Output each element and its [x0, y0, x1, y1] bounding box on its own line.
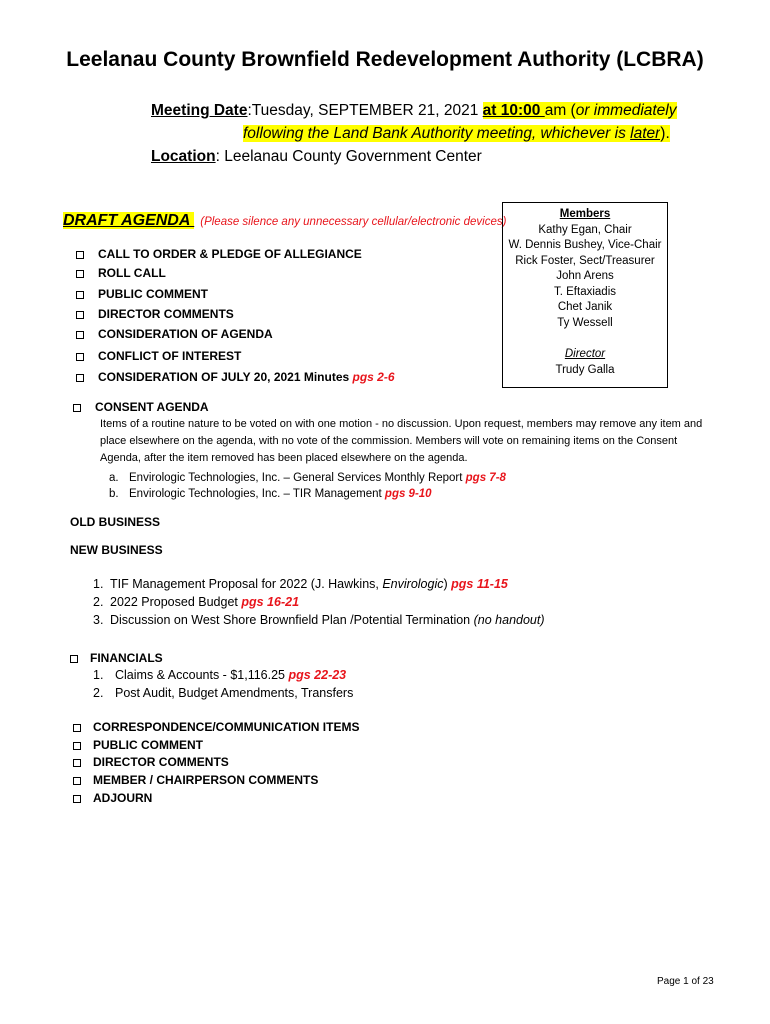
page-reference: pgs 16-21: [241, 595, 300, 609]
item-text: ): [443, 577, 452, 591]
consent-description: Items of a routine nature to be voted on with one motion - no discussion. Upon request, members may remove any item and place elsewhere on the agenda, with no vote of the commission. Members will vote on remaining items on the Consent Agenda, after the item removed has been placed elsewhere on the agenda.: [100, 418, 703, 464]
meeting-date-value: :Tuesday, SEPTEMBER 21, 2021: [247, 102, 483, 119]
agenda-item-label: CONSIDERATION OF JULY 20, 2021 Minutes: [98, 370, 353, 384]
item-text-italic: (no handout): [473, 613, 545, 627]
checkbox-icon: [76, 251, 84, 259]
financials-heading: [70, 651, 163, 665]
checkbox-icon: [70, 655, 78, 663]
member-name: T. Eftaxiadis: [554, 285, 616, 298]
location-label: Location: [151, 148, 216, 165]
checkbox-icon: [76, 311, 84, 319]
members-box: [502, 202, 668, 388]
director-heading: Director: [564, 348, 606, 360]
checkbox-icon: [76, 374, 84, 382]
document-title: Leelanau County Brownfield Redevelopment Authority (LCBRA): [66, 48, 704, 71]
item-text: Discussion on West Shore Brownfield Plan /Potential Termination: [110, 613, 474, 627]
agenda-item: [73, 738, 203, 752]
checkbox-icon: [76, 291, 84, 299]
meeting-time: at 10:00: [482, 102, 545, 119]
item-text: 2022 Proposed Budget: [110, 595, 242, 609]
draft-agenda-note: (Please silence any unnecessary cellular/electronic devices): [200, 216, 507, 228]
agenda-item-label: DIRECTOR COMMENTS: [93, 755, 229, 769]
agenda-item-label: MEMBER / CHAIRPERSON COMMENTS: [93, 773, 319, 787]
member-name: Kathy Egan, Chair: [538, 223, 632, 236]
old-business-heading: OLD BUSINESS: [70, 515, 161, 529]
checkbox-icon: [73, 759, 81, 767]
list-marker: b.: [109, 488, 119, 500]
agenda-item: [76, 349, 241, 363]
financials-item: [93, 686, 353, 700]
page-reference: pgs 9-10: [384, 488, 432, 500]
checkbox-icon: [76, 331, 84, 339]
meeting-am: am (: [544, 102, 576, 119]
director-name: Trudy Galla: [555, 363, 615, 376]
location-value: : Leelanau County Government Center: [215, 148, 482, 165]
meeting-or-immediately: or immediately: [575, 102, 677, 119]
agenda-item-label: ADJOURN: [93, 791, 153, 805]
consent-item: [109, 488, 432, 500]
members-heading: Members: [559, 208, 611, 220]
member-name: Rick Foster, Sect/Treasurer: [515, 254, 655, 267]
checkbox-icon: [76, 353, 84, 361]
item-text: TIF Management Proposal for 2022 (J. Hawkins,: [110, 577, 383, 591]
list-marker: 3.: [93, 613, 104, 627]
agenda-item: [76, 247, 362, 261]
page-reference: pgs 2-6: [352, 370, 395, 384]
meeting-date-line: [151, 102, 677, 120]
agenda-item-label: DIRECTOR COMMENTS: [98, 307, 234, 321]
new-business-item: [93, 577, 508, 591]
new-business-item: [93, 595, 299, 609]
page-reference: pgs 11-15: [451, 577, 508, 591]
consent-item-text: Envirologic Technologies, Inc. – General Services Monthly Report: [129, 472, 466, 484]
agenda-item-label: FINANCIALS: [90, 651, 163, 665]
page-reference: pgs 22-23: [288, 668, 347, 682]
list-marker: a.: [109, 472, 119, 484]
consent-agenda-heading: [73, 400, 209, 414]
meeting-following: following the Land Bank Authority meeting, whichever is: [243, 125, 631, 142]
agenda-item-label: CALL TO ORDER & PLEDGE OF ALLEGIANCE: [98, 247, 362, 261]
agenda-item: [73, 755, 229, 769]
checkbox-icon: [73, 404, 81, 412]
agenda-item: [76, 287, 208, 301]
financials-item: [93, 668, 346, 682]
agenda-item: [73, 773, 318, 787]
meeting-later: later: [630, 125, 661, 142]
meeting-date-label: Meeting Date: [151, 102, 248, 119]
agenda-item-label: CORRESPONDENCE/COMMUNICATION ITEMS: [93, 720, 360, 734]
new-business-heading: NEW BUSINESS: [70, 543, 163, 557]
list-marker: 1.: [93, 668, 104, 682]
member-name: John Arens: [556, 270, 614, 282]
list-marker: 1.: [93, 577, 104, 591]
list-marker: 2.: [93, 595, 104, 609]
agenda-item-minutes: [76, 370, 395, 384]
member-name: Ty Wessell: [557, 316, 613, 329]
agenda-item-label: ROLL CALL: [98, 266, 166, 280]
draft-agenda-title: DRAFT AGENDA: [63, 212, 195, 229]
checkbox-icon: [73, 777, 81, 785]
page-reference: pgs 7-8: [465, 472, 506, 484]
page-number: Page 1 of 23: [657, 976, 714, 987]
agenda-item-label: CONSIDERATION OF AGENDA: [98, 327, 273, 341]
checkbox-icon: [76, 270, 84, 278]
agenda-item: [73, 791, 152, 805]
list-marker: 2.: [93, 686, 104, 700]
agenda-item: [76, 327, 273, 341]
location-line: [151, 148, 482, 166]
new-business-item: [93, 613, 545, 627]
member-name: W. Dennis Bushey, Vice-Chair: [508, 239, 662, 251]
checkbox-icon: [73, 795, 81, 803]
checkbox-icon: [73, 742, 81, 750]
checkbox-icon: [73, 724, 81, 732]
meeting-end: ).: [660, 125, 670, 142]
consent-item-text: Envirologic Technologies, Inc. – TIR Management: [129, 488, 385, 500]
agenda-item-label: CONSENT AGENDA: [95, 400, 209, 414]
agenda-item: [76, 307, 234, 321]
agenda-item: [76, 266, 166, 280]
draft-agenda-heading: [63, 212, 506, 230]
agenda-item-label: PUBLIC COMMENT: [93, 738, 203, 752]
member-name: Chet Janik: [557, 301, 613, 313]
meeting-date-line-2: [243, 125, 670, 143]
consent-item: [109, 472, 506, 484]
item-text-italic: Envirologic: [382, 577, 444, 591]
item-text: Post Audit, Budget Amendments, Transfers: [115, 686, 354, 700]
agenda-item-label: PUBLIC COMMENT: [98, 287, 208, 301]
agenda-item-label: CONFLICT OF INTEREST: [98, 349, 242, 363]
agenda-item: [73, 720, 359, 734]
item-text: Claims & Accounts - $1,116.25: [115, 668, 289, 682]
